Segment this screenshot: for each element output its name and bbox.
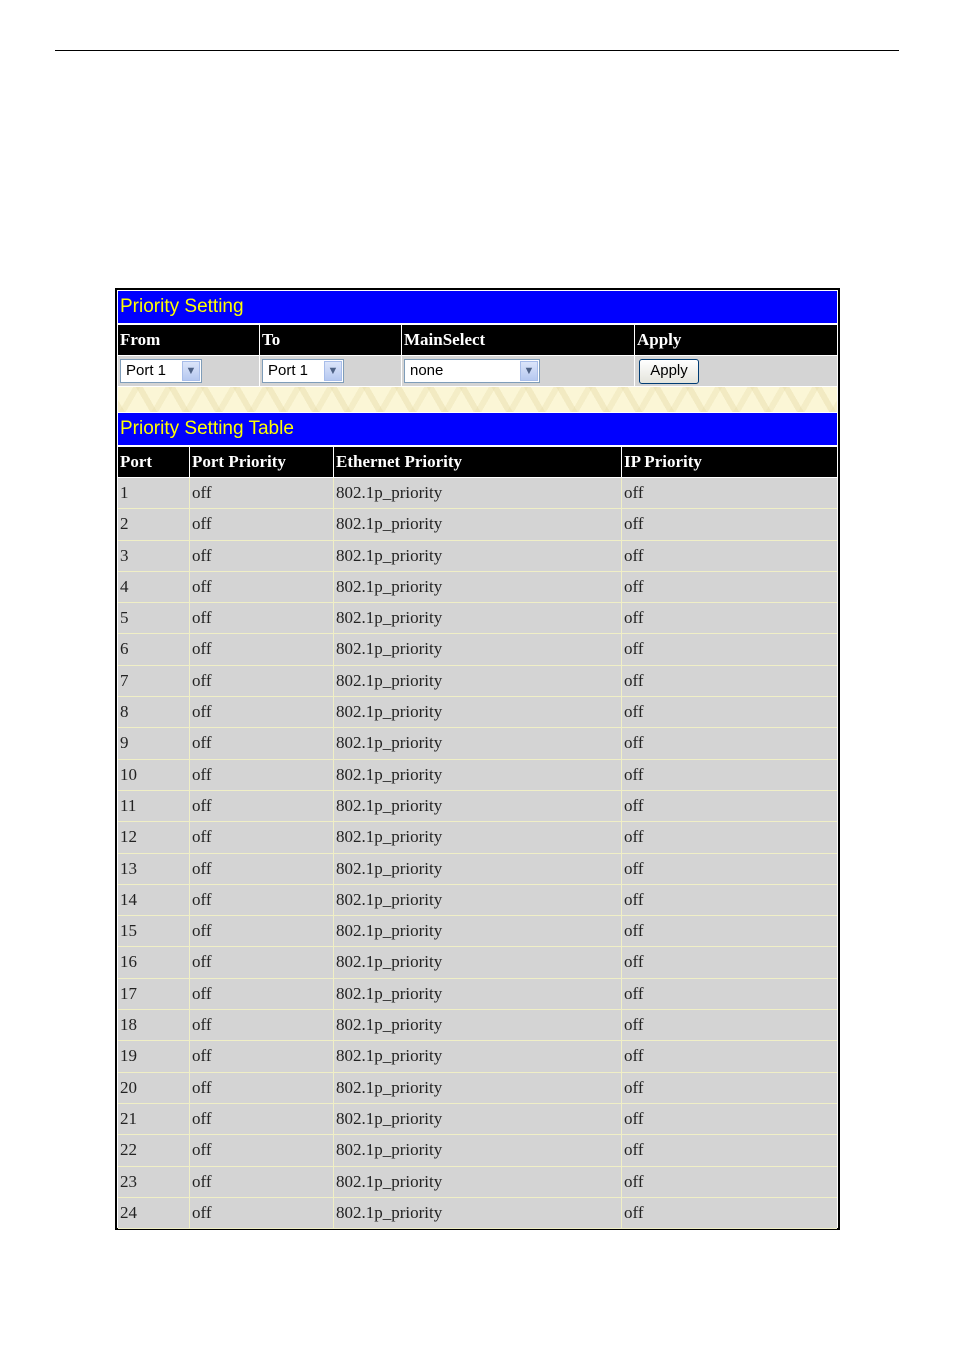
- port-cell: 20: [118, 1073, 190, 1103]
- port-priority-cell: off: [190, 1135, 334, 1165]
- from-select[interactable]: [120, 359, 202, 383]
- to-select-value: Port 1: [268, 362, 309, 379]
- ethernet-priority-cell: 802.1p_priority: [334, 1104, 622, 1134]
- port-cell: 16: [118, 947, 190, 977]
- apply-button[interactable]: Apply: [639, 359, 699, 384]
- table-row: [118, 1073, 837, 1104]
- port-cell: 14: [118, 885, 190, 915]
- page-top-rule: [55, 50, 899, 51]
- port-priority-cell: off: [190, 760, 334, 790]
- ip-priority-cell: off: [622, 478, 837, 508]
- ethernet-priority-cell: 802.1p_priority: [334, 947, 622, 977]
- ip-priority-cell: off: [622, 541, 837, 571]
- port-priority-cell: off: [190, 1010, 334, 1040]
- table-row: [118, 697, 837, 728]
- ip-priority-cell: off: [622, 916, 837, 946]
- port-cell: 15: [118, 916, 190, 946]
- to-select[interactable]: [262, 359, 344, 383]
- table-row: [118, 666, 837, 697]
- port-cell: 2: [118, 509, 190, 539]
- ethernet-priority-cell: 802.1p_priority: [334, 885, 622, 915]
- port-cell: 19: [118, 1041, 190, 1071]
- chevron-down-icon[interactable]: ▼: [520, 361, 538, 381]
- mainselect-value: none: [410, 362, 444, 379]
- ethernet-priority-cell: 802.1p_priority: [334, 666, 622, 696]
- table-row: [118, 1135, 837, 1166]
- ip-priority-cell: off: [622, 634, 837, 664]
- port-priority-cell: off: [190, 1104, 334, 1134]
- table-row: [118, 916, 837, 947]
- port-cell: 3: [118, 541, 190, 571]
- chevron-down-icon[interactable]: ▼: [324, 361, 342, 381]
- port-cell: 18: [118, 1010, 190, 1040]
- ip-priority-cell: off: [622, 1135, 837, 1165]
- ip-priority-cell: off: [622, 791, 837, 821]
- ip-priority-cell: off: [622, 697, 837, 727]
- port-cell: 7: [118, 666, 190, 696]
- apply-cell: [635, 356, 837, 386]
- port-priority-column-header: Port Priority: [190, 447, 333, 477]
- priority-table-body: [118, 478, 837, 1229]
- table-row: [118, 1167, 837, 1198]
- ethernet-priority-cell: 802.1p_priority: [334, 728, 622, 758]
- ethernet-priority-cell: 802.1p_priority: [334, 634, 622, 664]
- ethernet-priority-cell: 802.1p_priority: [334, 1010, 622, 1040]
- ethernet-priority-cell: 802.1p_priority: [334, 979, 622, 1009]
- table-row: [118, 572, 837, 603]
- port-cell: 9: [118, 728, 190, 758]
- table-row: [118, 541, 837, 572]
- table-row: [118, 509, 837, 540]
- chevron-down-icon[interactable]: ▼: [182, 361, 200, 381]
- port-priority-cell: off: [190, 822, 334, 852]
- port-priority-cell: off: [190, 947, 334, 977]
- table-row: [118, 760, 837, 791]
- ethernet-priority-cell: 802.1p_priority: [334, 854, 622, 884]
- from-select-value: Port 1: [126, 362, 167, 379]
- port-cell: 4: [118, 572, 190, 602]
- port-priority-cell: off: [190, 1198, 334, 1228]
- ethernet-priority-cell: 802.1p_priority: [334, 509, 622, 539]
- port-priority-cell: off: [190, 572, 334, 602]
- port-priority-cell: off: [190, 1041, 334, 1071]
- ethernet-priority-cell: 802.1p_priority: [334, 603, 622, 633]
- ip-priority-cell: off: [622, 822, 837, 852]
- priority-setting-title: Priority Setting: [118, 291, 837, 323]
- port-priority-cell: off: [190, 697, 334, 727]
- port-cell: 24: [118, 1198, 190, 1228]
- port-priority-cell: off: [190, 728, 334, 758]
- mainselect-header: MainSelect: [402, 325, 634, 355]
- port-cell: 5: [118, 603, 190, 633]
- table-row: [118, 1041, 837, 1072]
- port-priority-cell: off: [190, 1167, 334, 1197]
- mainselect-select[interactable]: [404, 359, 540, 383]
- table-row: [118, 885, 837, 916]
- port-cell: 10: [118, 760, 190, 790]
- table-row: [118, 728, 837, 759]
- ip-priority-cell: off: [622, 1198, 837, 1228]
- ip-priority-cell: off: [622, 979, 837, 1009]
- ethernet-priority-cell: 802.1p_priority: [334, 1073, 622, 1103]
- ethernet-priority-cell: 802.1p_priority: [334, 822, 622, 852]
- ethernet-priority-cell: 802.1p_priority: [334, 478, 622, 508]
- port-priority-cell: off: [190, 666, 334, 696]
- to-cell: [260, 356, 401, 386]
- to-header: To: [260, 325, 401, 355]
- ethernet-priority-cell: 802.1p_priority: [334, 1198, 622, 1228]
- port-column-header: Port: [118, 447, 189, 477]
- ip-priority-cell: off: [622, 1073, 837, 1103]
- port-priority-cell: off: [190, 916, 334, 946]
- port-cell: 1: [118, 478, 190, 508]
- port-cell: 6: [118, 634, 190, 664]
- ethernet-priority-cell: 802.1p_priority: [334, 791, 622, 821]
- table-row: [118, 603, 837, 634]
- ip-priority-cell: off: [622, 885, 837, 915]
- ethernet-priority-cell: 802.1p_priority: [334, 697, 622, 727]
- port-cell: 23: [118, 1167, 190, 1197]
- ethernet-priority-cell: 802.1p_priority: [334, 572, 622, 602]
- ip-priority-cell: off: [622, 728, 837, 758]
- port-cell: 13: [118, 854, 190, 884]
- table-row: [118, 1010, 837, 1041]
- port-priority-cell: off: [190, 541, 334, 571]
- port-priority-cell: off: [190, 885, 334, 915]
- ip-priority-cell: off: [622, 854, 837, 884]
- ethernet-priority-cell: 802.1p_priority: [334, 1041, 622, 1071]
- priority-panel: [115, 288, 840, 1230]
- ip-priority-cell: off: [622, 947, 837, 977]
- ethernet-priority-cell: 802.1p_priority: [334, 760, 622, 790]
- decorative-banner: [118, 387, 837, 412]
- ip-priority-cell: off: [622, 666, 837, 696]
- table-row: [118, 1198, 837, 1229]
- ip-priority-cell: off: [622, 509, 837, 539]
- table-row: [118, 791, 837, 822]
- ip-priority-cell: off: [622, 1167, 837, 1197]
- port-priority-cell: off: [190, 603, 334, 633]
- from-header: From: [118, 325, 259, 355]
- ip-priority-cell: off: [622, 1041, 837, 1071]
- table-row: [118, 1104, 837, 1135]
- port-cell: 8: [118, 697, 190, 727]
- ethernet-priority-cell: 802.1p_priority: [334, 916, 622, 946]
- ip-priority-cell: off: [622, 1010, 837, 1040]
- port-priority-cell: off: [190, 854, 334, 884]
- port-priority-cell: off: [190, 979, 334, 1009]
- ethernet-priority-cell: 802.1p_priority: [334, 1135, 622, 1165]
- port-priority-cell: off: [190, 509, 334, 539]
- mainselect-cell: [402, 356, 634, 386]
- table-row: [118, 478, 837, 509]
- table-row: [118, 979, 837, 1010]
- ip-priority-cell: off: [622, 760, 837, 790]
- table-row: [118, 854, 837, 885]
- port-cell: 22: [118, 1135, 190, 1165]
- port-priority-cell: off: [190, 634, 334, 664]
- apply-header: Apply: [635, 325, 837, 355]
- ethernet-priority-column-header: Ethernet Priority: [334, 447, 621, 477]
- ip-priority-cell: off: [622, 1104, 837, 1134]
- port-priority-cell: off: [190, 478, 334, 508]
- port-priority-cell: off: [190, 1073, 334, 1103]
- priority-table-title: Priority Setting Table: [118, 413, 837, 445]
- ip-priority-cell: off: [622, 603, 837, 633]
- port-cell: 11: [118, 791, 190, 821]
- table-row: [118, 822, 837, 853]
- port-priority-cell: off: [190, 791, 334, 821]
- table-row: [118, 947, 837, 978]
- port-cell: 17: [118, 979, 190, 1009]
- port-cell: 12: [118, 822, 190, 852]
- ethernet-priority-cell: 802.1p_priority: [334, 541, 622, 571]
- ip-priority-column-header: IP Priority: [622, 447, 837, 477]
- table-row: [118, 634, 837, 665]
- port-cell: 21: [118, 1104, 190, 1134]
- from-cell: [118, 356, 259, 386]
- ethernet-priority-cell: 802.1p_priority: [334, 1167, 622, 1197]
- ip-priority-cell: off: [622, 572, 837, 602]
